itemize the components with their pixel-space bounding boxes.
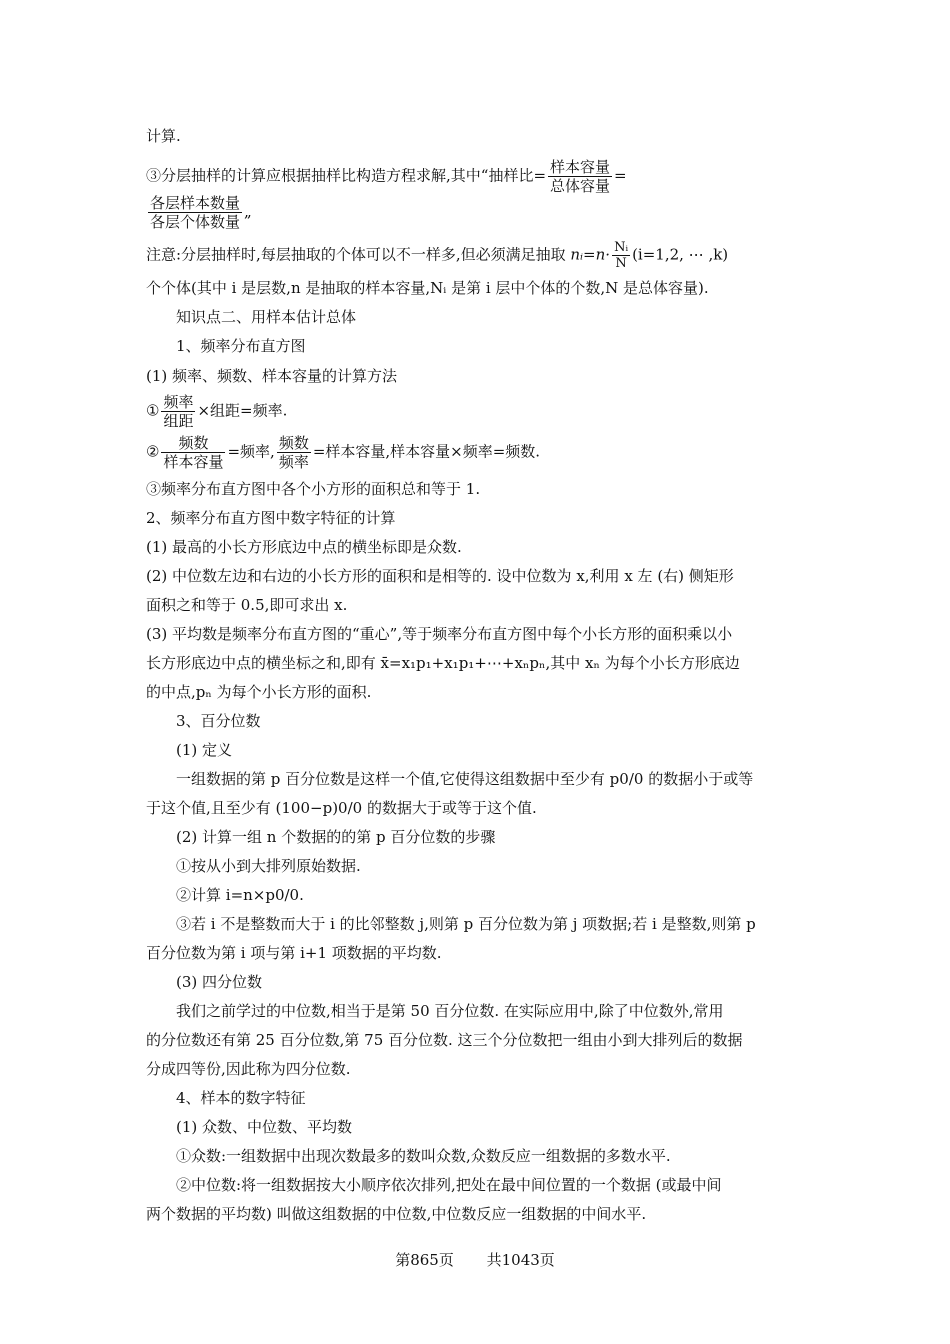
text-line: 长方形底边中点的横坐标之和,即有 x̄=x₁p₁+x₁p₁+⋯+xₙpₙ,其中 xₙ 为每个小长方形底边 — [146, 654, 740, 672]
text-line-sampling-ratio — [146, 158, 627, 195]
text-line: 的中点,pₙ 为每个小长方形的面积. — [146, 683, 372, 701]
text-segment: 注意:分层抽样时,每层抽取的个体可以不一样多,但必须满足抽取 — [146, 245, 566, 264]
text-line: ②计算 i=n×p0/0. — [176, 886, 304, 904]
page-footer — [0, 1250, 950, 1270]
text-line-formula-2 — [146, 434, 540, 471]
fraction-denominator: 频率 — [278, 453, 309, 471]
text-segment: =样本容量,样本容量×频率=频数. — [312, 442, 541, 461]
text-segment: ① — [146, 401, 160, 420]
fraction-numerator: 样本容量 — [550, 158, 611, 176]
text-segment: ×组距=频率. — [197, 401, 288, 420]
text-line: 一组数据的第 p 百分位数是这样一个值,它使得这组数据中至少有 p0/0 的数据小于或等 — [176, 770, 754, 788]
fraction — [148, 194, 242, 231]
fraction-denominator: 各层个体数量 — [150, 213, 241, 231]
text-line-formula-1 — [146, 393, 287, 430]
text-line: (3) 四分位数 — [176, 973, 263, 991]
fraction-denominator: N — [615, 256, 627, 271]
text-line: 的分位数还有第 25 百分位数,第 75 百分位数. 这三个分位数把一组由小到大排列后的数据 — [146, 1031, 743, 1049]
subsection-heading: 1、频率分布直方图 — [176, 337, 306, 355]
text-line: (1) 最高的小长方形底边中点的横坐标即是众数. — [146, 538, 462, 556]
text-line: 面积之和等于 0.5,即可求出 x. — [146, 596, 348, 614]
fraction-numerator: 各层样本数量 — [150, 194, 241, 212]
text-segment: ② — [146, 442, 160, 461]
text-segment: = — [614, 166, 627, 185]
text-line: 个个体(其中 i 是层数,n 是抽取的样本容量,Nᵢ 是第 i 层中个体的个数,N 是总体容量). — [146, 279, 709, 297]
page-total: 共1043页 — [486, 1251, 555, 1269]
text-segment: =频率, — [227, 442, 275, 461]
fraction-denominator: 总体容量 — [550, 177, 611, 195]
text-line: 于这个值,且至少有 (100−p)0/0 的数据大于或等于这个值. — [146, 799, 537, 817]
fraction — [277, 434, 311, 471]
text-line: (1) 众数、中位数、平均数 — [176, 1118, 353, 1136]
subsection-heading: 3、百分位数 — [176, 712, 261, 730]
text-segment: (i=1,2, ⋯ ,k) — [632, 245, 729, 264]
text-line-strata-fraction — [146, 194, 252, 231]
text-line: 我们之前学过的中位数,相当于是第 50 百分位数. 在实际应用中,除了中位数外,常用 — [176, 1002, 724, 1020]
text-line: ①按从小到大排列原始数据. — [176, 857, 361, 875]
text-line: (2) 计算一组 n 个数据的的第 p 百分位数的步骤 — [176, 828, 496, 846]
text-line: ③若 i 不是整数而大于 i 的比邻整数 j,则第 p 百分位数为第 j 项数据;若 i 是整数,则第 p — [176, 915, 756, 933]
text-line: 分成四等份,因此称为四分位数. — [146, 1060, 351, 1078]
section-heading: 知识点二、用样本估计总体 — [176, 308, 357, 326]
fraction-numerator: 频数 — [161, 434, 225, 453]
fraction-denominator: 样本容量 — [163, 453, 224, 471]
text-line: 两个数据的平均数) 叫做这组数据的中位数,中位数反应一组数据的中间水平. — [146, 1205, 647, 1223]
text-line: (3) 平均数是频率分布直方图的“重心”,等于频率分布直方图中每个小长方形的面积乘以小 — [146, 625, 733, 643]
page-number: 第865页 — [395, 1251, 454, 1269]
fraction-denominator: 组距 — [163, 412, 194, 430]
text-line: (1) 定义 — [176, 741, 233, 759]
text-line-note — [146, 240, 728, 271]
fraction-numerator: 频率 — [163, 393, 194, 411]
text-segment: ③分层抽样的计算应根据抽样比构造方程求解,其中“抽样比= — [146, 166, 547, 185]
text-segment: „ — [244, 202, 252, 221]
subsection-heading: 4、样本的数字特征 — [176, 1089, 306, 1107]
fraction — [161, 434, 225, 471]
text-line: (2) 中位数左边和右边的小长方形的面积和是相等的. 设中位数为 x,利用 x 左 (右) 侧矩形 — [146, 567, 734, 585]
subsection-heading: 2、频率分布直方图中数字特征的计算 — [146, 509, 396, 527]
fraction — [612, 240, 630, 271]
text-line: 百分位数为第 i 项与第 i+1 项数据的平均数. — [146, 944, 442, 962]
text-line: ③频率分布直方图中各个小方形的面积总和等于 1. — [146, 480, 481, 498]
text-line: ②中位数:将一组数据按大小顺序依次排列,把处在最中间位置的一个数据 (或最中间 — [176, 1176, 722, 1194]
fraction-numerator: 频数 — [278, 434, 309, 452]
fraction — [161, 393, 195, 430]
text-line: ①众数:一组数据中出现次数最多的数叫众数,众数反应一组数据的多数水平. — [176, 1147, 671, 1165]
text-line: 计算. — [146, 127, 181, 145]
text-line: (1) 频率、频数、样本容量的计算方法 — [146, 367, 398, 385]
fraction — [548, 158, 612, 195]
fraction-numerator: Nᵢ — [614, 240, 629, 255]
math-expression: nᵢ=n· — [570, 245, 611, 264]
